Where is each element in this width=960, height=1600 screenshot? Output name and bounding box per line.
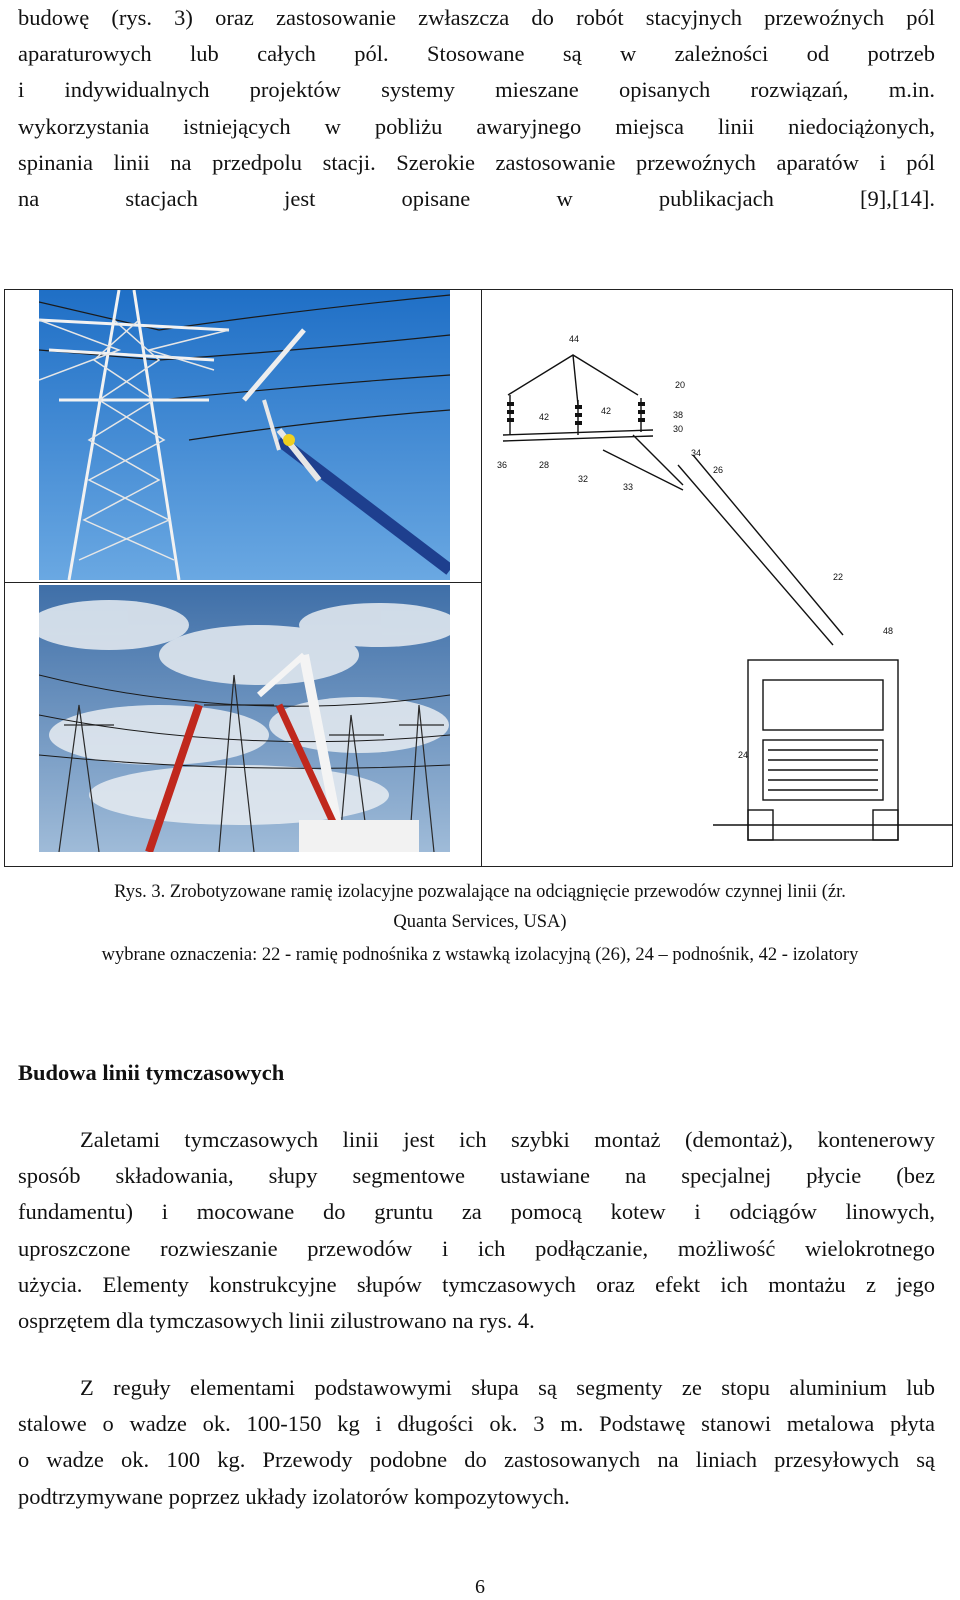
figure-divider bbox=[5, 582, 481, 583]
drawing-label: 28 bbox=[539, 460, 550, 470]
drawing-label: 30 bbox=[673, 424, 684, 434]
text-line: użycia. Elementy konstrukcyjne słupów tymczasowych oraz efekt ich montażu z jego bbox=[18, 1271, 935, 1297]
drawing-label: 20 bbox=[675, 380, 686, 390]
text-line: aparaturowych lub całych pól. Stosowane są w zależności od potrzeb bbox=[18, 41, 935, 67]
section-heading: Budowa linii tymczasowych bbox=[18, 1060, 285, 1085]
drawing-label: 48 bbox=[883, 626, 894, 636]
text-line: wykorzystania istniejących w pobliżu awaryjnego miejsca linii niedociążonych, bbox=[18, 113, 935, 139]
figure-caption: Rys. 3. Zrobotyzowane ramię izolacyjne pozwalające na odciągnięcie przewodów czynnej linii (źr. bbox=[114, 882, 846, 902]
text-line: fundamentu) i mocowane do gruntu za pomocą kotew i odciągów linowych, bbox=[18, 1199, 935, 1225]
drawing-label: 44 bbox=[569, 334, 580, 344]
body-paragraph bbox=[18, 1122, 935, 1339]
text-line: o wadze ok. 100 kg. Przewody podobne do zastosowanych na liniach przesyłowych są bbox=[18, 1447, 935, 1473]
figure-divider bbox=[481, 290, 482, 866]
text-line: sposób składowania, słupy segmentowe ustawiane na specjalnej płycie (bez bbox=[18, 1163, 935, 1189]
drawing-label: 42 bbox=[601, 406, 612, 416]
intro-paragraph bbox=[18, 0, 935, 217]
text-line: i indywidualnych projektów systemy mieszane opisanych rozwiązań, m.in. bbox=[18, 77, 935, 103]
text-line: uproszczone rozwieszanie przewodów i ich podłączanie, możliwość wielokrotnego bbox=[18, 1235, 935, 1261]
drawing-label: 24 bbox=[738, 750, 749, 760]
drawing-label: 26 bbox=[713, 465, 724, 475]
figure-3 bbox=[4, 289, 953, 867]
figure-caption-legend: wybrane oznaczenia: 22 - ramię podnośnika z wstawką izolacyjną (26), 24 – podnośnik, 42 - izolatory bbox=[101, 945, 859, 965]
figure-caption: Quanta Services, USA) bbox=[393, 912, 567, 932]
patent-drawing bbox=[483, 290, 953, 868]
drawing-label: 33 bbox=[623, 482, 634, 492]
text-line: osprzętem dla tymczasowych linii zilustrowano na rys. 4. bbox=[18, 1308, 535, 1334]
drawing-label: 36 bbox=[497, 460, 508, 470]
text-line: spinania linii na przedpolu stacji. Szerokie zastosowanie przewoźnych aparatów i pól bbox=[18, 149, 935, 175]
text-line: na stacjach jest opisane w publikacjach [9],[14]. bbox=[18, 186, 935, 212]
photo-tower-boom bbox=[39, 290, 450, 580]
text-line: budowę (rys. 3) oraz zastosowanie zwłaszcza do robót stacyjnych przewoźnych pól bbox=[18, 5, 935, 30]
text-line: Z reguły elementami podstawowymi słupa są segmenty ze stopu aluminium lub bbox=[80, 1375, 935, 1400]
photo-cranes-towers bbox=[39, 585, 450, 852]
drawing-label: 22 bbox=[833, 572, 844, 582]
text-line: stalowe o wadze ok. 100-150 kg i długości ok. 3 m. Podstawę stanowi metalowa płyta bbox=[18, 1411, 935, 1437]
drawing-label: 42 bbox=[539, 412, 550, 422]
drawing-label: 38 bbox=[673, 410, 684, 420]
text-line: Zaletami tymczasowych linii jest ich szybki montaż (demontaż), kontenerowy bbox=[80, 1127, 935, 1152]
page-number: 6 bbox=[475, 1576, 485, 1598]
drawing-label: 34 bbox=[691, 448, 702, 458]
drawing-label: 32 bbox=[578, 474, 589, 484]
text-line: podtrzymywane poprzez układy izolatorów kompozytowych. bbox=[18, 1483, 570, 1509]
body-paragraph bbox=[18, 1370, 935, 1515]
